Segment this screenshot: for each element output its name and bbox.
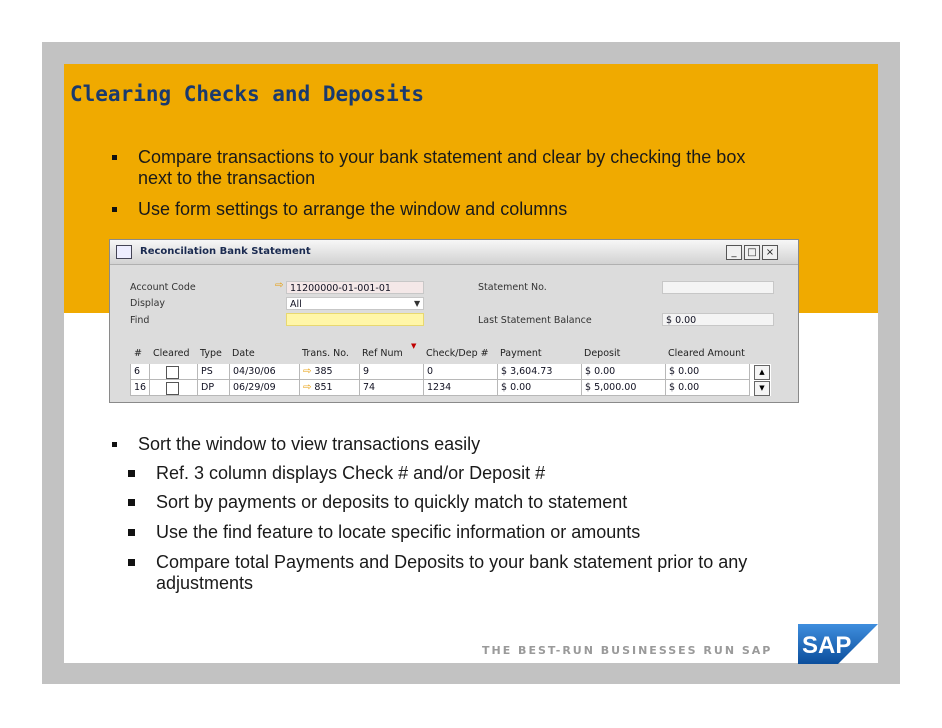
col-header-cleared-amount[interactable]: Cleared Amount	[668, 348, 745, 359]
bullet-icon	[112, 442, 117, 447]
window-title: Reconcilation Bank Statement	[140, 246, 311, 257]
bullet-icon	[128, 529, 135, 536]
row-num: 6	[130, 364, 150, 380]
link-arrow-icon[interactable]: ⇨	[303, 366, 312, 377]
account-code-label: Account Code	[130, 282, 196, 293]
col-header-ref-num[interactable]: Ref Num	[362, 348, 403, 359]
date-cell: 06/29/09	[230, 380, 300, 396]
col-header-payment[interactable]: Payment	[500, 348, 542, 359]
check-dep-cell: 1234	[424, 380, 498, 396]
trans-no-cell	[300, 364, 360, 380]
table-row[interactable]	[130, 380, 771, 396]
slide	[64, 64, 878, 663]
cleared-amount-cell: $ 0.00	[666, 364, 750, 380]
cleared-cell	[150, 380, 198, 396]
sap-logo-text: SAP	[802, 632, 852, 659]
window-titlebar[interactable]	[110, 240, 798, 265]
cleared-amount-cell: $ 0.00	[666, 380, 750, 396]
sort-indicator-icon: ▼	[411, 342, 417, 350]
sub-bullet: Compare total Payments and Deposits to your bank statement prior to any adjustments	[128, 552, 873, 594]
trans-no-value: 385	[314, 366, 333, 377]
bullet-icon	[112, 207, 117, 212]
cleared-checkbox[interactable]	[166, 366, 179, 379]
link-arrow-icon[interactable]: ⇨	[275, 280, 284, 291]
row-num: 16	[130, 380, 150, 396]
bullet-icon	[128, 499, 135, 506]
bullet-form-settings: Use form settings to arrange the window and columns	[112, 199, 872, 220]
bullet-sort: Sort the window to view transactions easily	[112, 434, 872, 455]
bullet-compare: Compare transactions to your bank statement and clear by checking the box next to the transaction	[112, 147, 872, 189]
last-balance-field: $ 0.00	[662, 313, 774, 326]
sub-bullet: Use the find feature to locate specific information or amounts	[128, 522, 868, 543]
slide-title: Clearing Checks and Deposits	[70, 82, 425, 106]
payment-cell: $ 3,604.73	[498, 364, 582, 380]
statement-no-field[interactable]	[662, 281, 774, 294]
col-header-deposit[interactable]: Deposit	[584, 348, 621, 359]
col-header-cleared[interactable]: Cleared	[153, 348, 190, 359]
find-label: Find	[130, 315, 150, 326]
chevron-down-icon[interactable]: ▼	[414, 299, 421, 308]
bullet-icon	[128, 470, 135, 477]
statement-no-label: Statement No.	[478, 282, 547, 293]
last-balance-label: Last Statement Balance	[478, 315, 592, 326]
payment-cell: $ 0.00	[498, 380, 582, 396]
find-input[interactable]	[286, 313, 424, 326]
col-header-num[interactable]: #	[134, 348, 142, 359]
link-arrow-icon[interactable]: ⇨	[303, 382, 312, 393]
sub-bullet: Sort by payments or deposits to quickly match to statement	[128, 492, 868, 513]
table-row[interactable]	[130, 364, 771, 380]
date-cell: 04/30/06	[230, 364, 300, 380]
cleared-checkbox[interactable]	[166, 382, 179, 395]
ref-cell: 9	[360, 364, 424, 380]
cleared-cell	[150, 364, 198, 380]
bullet-icon	[128, 559, 135, 566]
deposit-cell: $ 0.00	[582, 364, 666, 380]
trans-no-cell	[300, 380, 360, 396]
type-cell: PS	[198, 364, 230, 380]
ref-cell: 74	[360, 380, 424, 396]
account-code-field[interactable]: 11200000-01-001-01	[286, 281, 424, 294]
col-header-check-dep[interactable]: Check/Dep #	[426, 348, 489, 359]
col-header-trans-no[interactable]: Trans. No.	[302, 348, 349, 359]
trans-no-value: 851	[314, 382, 333, 393]
col-header-date[interactable]: Date	[232, 348, 255, 359]
display-label: Display	[130, 298, 166, 309]
col-header-type[interactable]: Type	[200, 348, 222, 359]
check-dep-cell: 0	[424, 364, 498, 380]
scroll-up-button[interactable]: ▲	[754, 365, 770, 380]
maximize-button[interactable]: □	[744, 245, 760, 260]
reconciliation-window[interactable]	[109, 239, 799, 403]
type-cell: DP	[198, 380, 230, 396]
scroll-down-button[interactable]: ▼	[754, 381, 770, 396]
tagline: THE BEST-RUN BUSINESSES RUN SAP	[482, 644, 773, 657]
window-icon	[116, 245, 132, 259]
sap-logo	[798, 624, 878, 664]
close-button[interactable]: ×	[762, 245, 778, 260]
deposit-cell: $ 5,000.00	[582, 380, 666, 396]
display-select[interactable]: All	[286, 297, 424, 310]
bullet-icon	[112, 155, 117, 160]
minimize-button[interactable]: _	[726, 245, 742, 260]
sub-bullet: Ref. 3 column displays Check # and/or Deposit #	[128, 463, 868, 484]
